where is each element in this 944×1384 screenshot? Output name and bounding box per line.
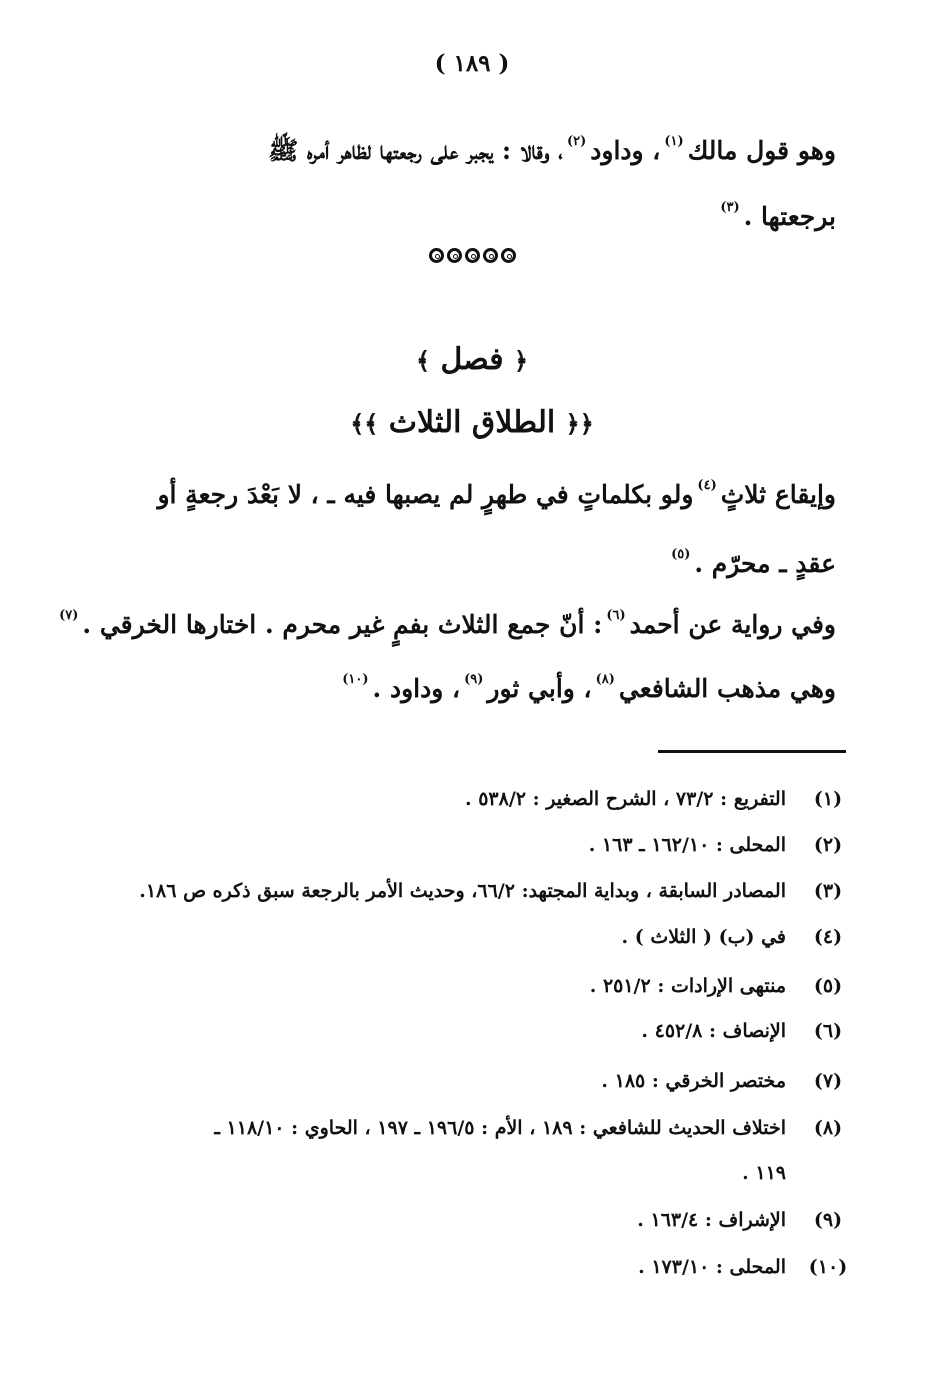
footnote-text: مختصر الخرقي : ١٨٥ . — [601, 1070, 786, 1092]
footnote-number: (٦) — [813, 1020, 843, 1042]
body-line-4 — [338, 672, 836, 703]
footnote-number: (٧) — [813, 1070, 843, 1092]
page-number: ( ١٨٩ ) — [434, 50, 510, 77]
body-text: : أنّ جمع الثلاث بفمٍ غير محرم . اختارها الخرقي . — [82, 610, 603, 639]
footnote-item — [96, 834, 856, 856]
footnote-ref[interactable]: (٤) — [697, 478, 717, 493]
footnote-ref[interactable]: (٢) — [566, 134, 587, 149]
footnote-ref[interactable]: (٧) — [59, 608, 79, 623]
section-divider-ornament — [0, 248, 944, 263]
footnote-text: المحلى : ١٦٢/١٠ ـ ١٦٣ . — [588, 834, 786, 856]
body-text: ، وأبي ثور — [487, 674, 592, 703]
footnote-text: الإشراف : ١٦٣/٤ . — [637, 1209, 786, 1231]
footnote-number: (٢) — [813, 834, 843, 856]
footnote-ref[interactable]: (١٠) — [342, 672, 369, 687]
body-line-1 — [157, 478, 836, 509]
footnote-number: (٥) — [813, 975, 843, 997]
footnote-item — [96, 1209, 856, 1231]
footnote-item — [96, 1117, 856, 1139]
footnote-item — [96, 880, 856, 902]
footnote-ref[interactable]: (٩) — [464, 672, 484, 687]
ornamental-brace-icon: ﴿ — [513, 346, 529, 375]
footnote-ref[interactable]: (٣) — [720, 200, 740, 215]
section-subtitle: الطلاق الثلاث — [388, 405, 556, 440]
footnote-text: اختلاف الحديث للشافعي : ١٨٩ ، الأم : ١٩٦/٥ ـ ١٩٧ ، الحاوي : ١١٨/١٠ ـ — [214, 1117, 786, 1139]
footnote-ref[interactable]: (٦) — [606, 608, 626, 623]
intro-text: ، وداود — [590, 136, 661, 165]
section-subheading — [0, 405, 944, 440]
body-text: وهي مذهب الشافعي — [618, 674, 836, 703]
section-heading — [0, 342, 944, 377]
footnote-text: التفريع : ٧٣/٢ ، الشرح الصغير : ٥٣٨/٢ . — [464, 788, 786, 810]
footnote-item — [96, 926, 856, 948]
footnote-text: المصادر السابقة ، وبداية المجتهد: ٦٦/٢، وحديث الأمر بالرجعة سبق ذكره ص ١٨٦. — [139, 880, 786, 902]
ornamental-brace-icon: ﴾ — [415, 346, 430, 375]
intro-text: برجعتها . — [743, 202, 836, 231]
footnote-number: (٣) — [813, 880, 843, 902]
body-text: ولو بكلماتٍ في طهرٍ لم يصبها فيه ـ ، لا بَعْدَ رجعةٍ أو — [157, 480, 694, 509]
ornament-circle-icon — [465, 248, 480, 263]
footnote-item — [96, 1256, 856, 1278]
footnote-item — [96, 1070, 856, 1092]
intro-text: ، وقالا : يجبر على رجعتها لظاهر أمره ﷺ — [268, 136, 563, 165]
footnote-item — [96, 1020, 856, 1042]
body-line-3 — [55, 608, 836, 639]
footnote-text: في (ب) ( الثلاث ) . — [621, 926, 786, 948]
footnote-item — [96, 975, 856, 997]
footnote-number: (٨) — [813, 1117, 843, 1139]
body-text: عقدٍ ـ محرّم . — [694, 549, 836, 578]
ornamental-brace-icon: ﴾﴾ — [350, 409, 379, 438]
body-text: وفي رواية عن أحمد — [629, 610, 836, 639]
footnote-ref[interactable]: (٨) — [595, 672, 615, 687]
footnote-item — [96, 788, 856, 810]
footnote-number: (١) — [813, 788, 843, 810]
footnote-text: المحلى : ١٧٣/١٠ . — [638, 1256, 786, 1278]
ornament-circle-icon — [501, 248, 516, 263]
footnote-number: (٩) — [813, 1209, 843, 1231]
footnote-text: منتهى الإرادات : ٢٥١/٢ . — [589, 975, 786, 997]
footnote-ref[interactable]: (١) — [664, 134, 684, 149]
footnote-ref[interactable]: (٥) — [671, 547, 691, 562]
footnote-text: الإنصاف : ٤٥٢/٨ . — [641, 1020, 786, 1042]
body-text: وإيقاع ثلاثٍ — [720, 480, 836, 509]
intro-line-2 — [716, 200, 836, 231]
intro-text: وهو قول مالك — [687, 136, 836, 165]
ornamental-brace-icon: ﴿﴿ — [565, 409, 594, 438]
ornament-circle-icon — [483, 248, 498, 263]
intro-line-1 — [268, 134, 836, 172]
ornament-circle-icon — [429, 248, 444, 263]
body-text: ، وداود . — [372, 674, 461, 703]
section-title: فصل — [440, 342, 504, 377]
body-line-2 — [667, 547, 836, 578]
footnote-number: (١٠) — [808, 1256, 848, 1278]
footnote-continuation: ١١٩ . — [742, 1162, 786, 1184]
footnote-number: (٤) — [813, 926, 843, 948]
ornament-circle-icon — [447, 248, 462, 263]
